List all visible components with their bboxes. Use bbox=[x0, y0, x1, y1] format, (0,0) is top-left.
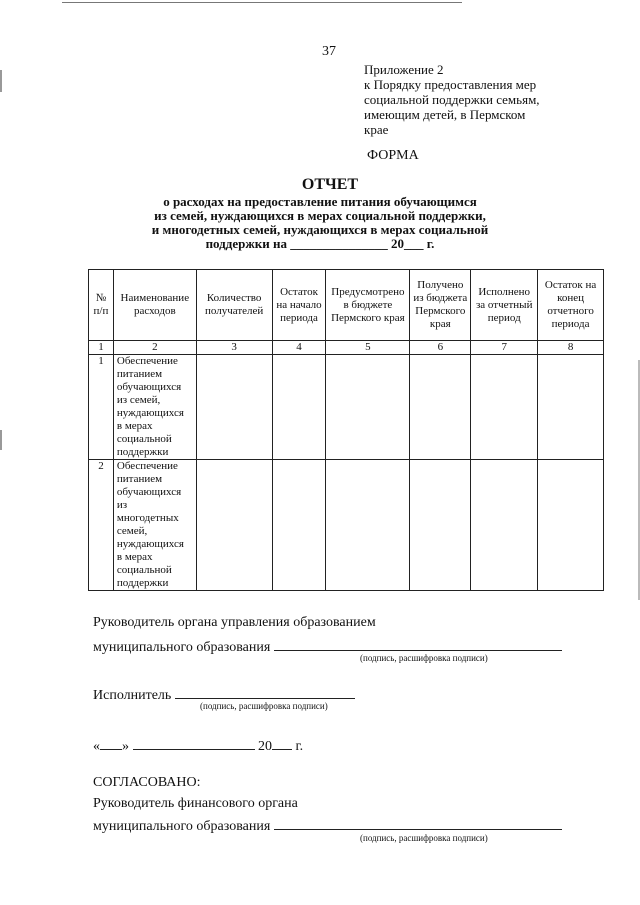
header-cell: Количество получателей bbox=[196, 270, 272, 341]
column-number: 8 bbox=[538, 341, 604, 355]
subtitle-line: и многодетных семей, нуждающихся в мерах социальной bbox=[151, 222, 489, 237]
year-blank bbox=[272, 737, 292, 750]
expense-name: Обеспечение питанием обучающихся из многодетных семей, нуждающихся в мерах социальной поддержки bbox=[113, 460, 196, 591]
column-number: 2 bbox=[113, 341, 196, 355]
header-cell: № п/п bbox=[89, 270, 114, 341]
page-number: 37 bbox=[322, 44, 336, 59]
row-number: 2 bbox=[89, 460, 114, 591]
empty-cell bbox=[272, 460, 326, 591]
subtitle-line: о расходах на предоставление питания обучающимся bbox=[163, 194, 477, 209]
finance-signature-note: (подпись, расшифровка подписи) bbox=[360, 833, 488, 843]
empty-cell bbox=[410, 355, 471, 460]
column-number: 6 bbox=[410, 341, 471, 355]
date-open-quote: « bbox=[93, 739, 100, 754]
empty-cell bbox=[538, 460, 604, 591]
executor-label: Исполнитель bbox=[93, 688, 172, 703]
column-number: 3 bbox=[196, 341, 272, 355]
column-number: 5 bbox=[326, 341, 410, 355]
expense-name: Обеспечение питанием обучающихся из семей, нуждающихся в мерах социальной поддержки bbox=[113, 355, 196, 460]
report-title: ОТЧЕТ bbox=[301, 176, 359, 193]
column-number: 7 bbox=[471, 341, 538, 355]
date-year-suffix: г. bbox=[295, 739, 304, 754]
column-number: 1 bbox=[89, 341, 114, 355]
empty-cell bbox=[196, 460, 272, 591]
appendix-line: к Порядку предоставления мер bbox=[364, 77, 537, 92]
head-signature-note: (подпись, расшифровка подписи) bbox=[360, 653, 488, 663]
header-cell: Наименование расходов bbox=[113, 270, 196, 341]
appendix-line: крае bbox=[364, 122, 389, 137]
scan-left-mark bbox=[0, 430, 2, 450]
header-cell: Остаток на начало периода bbox=[272, 270, 326, 341]
header-cell: Исполнено за отчетный период bbox=[471, 270, 538, 341]
empty-cell bbox=[326, 355, 410, 460]
column-number: 4 bbox=[272, 341, 326, 355]
report-subtitle bbox=[0, 195, 640, 251]
date-year-prefix: 20 bbox=[258, 739, 272, 754]
scan-top-edge bbox=[62, 2, 462, 3]
subtitle-line: поддержки на _______________ 20___ г. bbox=[205, 236, 435, 251]
table-row bbox=[89, 460, 604, 591]
appendix-header bbox=[364, 62, 540, 137]
month-blank bbox=[133, 737, 255, 750]
header-cell: Получено из бюджета Пермского края bbox=[410, 270, 471, 341]
executor-signature-line bbox=[175, 686, 355, 699]
empty-cell bbox=[272, 355, 326, 460]
empty-cell bbox=[471, 460, 538, 591]
day-blank bbox=[100, 737, 122, 750]
empty-cell bbox=[326, 460, 410, 591]
header-cell: Остаток на конец отчетного периода bbox=[538, 270, 604, 341]
subtitle-line: из семей, нуждающихся в мерах социальной поддержки, bbox=[154, 208, 486, 223]
empty-cell bbox=[538, 355, 604, 460]
header-cell: Предусмотрено в бюджете Пермского края bbox=[326, 270, 410, 341]
head-title-text: муниципального образования bbox=[93, 640, 271, 655]
row-number: 1 bbox=[89, 355, 114, 460]
empty-cell bbox=[196, 355, 272, 460]
report-table bbox=[88, 269, 604, 591]
finance-title-line1: Руководитель финансового органа bbox=[93, 796, 298, 811]
column-number-row bbox=[89, 341, 604, 355]
table-row bbox=[89, 355, 604, 460]
finance-title-text: муниципального образования bbox=[93, 819, 271, 834]
appendix-line: имеющим детей, в Пермском bbox=[364, 107, 526, 122]
date-close-quote: » bbox=[122, 739, 129, 754]
appendix-line: социальной поддержки семьям, bbox=[364, 92, 540, 107]
head-title-line2 bbox=[93, 638, 562, 656]
scan-left-mark bbox=[0, 70, 2, 92]
appendix-line: Приложение 2 bbox=[364, 62, 444, 77]
empty-cell bbox=[471, 355, 538, 460]
table-header-row bbox=[89, 270, 604, 341]
head-title-line1: Руководитель органа управления образованием bbox=[93, 615, 376, 630]
date-row bbox=[93, 737, 303, 755]
finance-title-line2 bbox=[93, 817, 562, 835]
agreed-label: СОГЛАСОВАНО: bbox=[93, 775, 201, 790]
form-label: ФОРМА bbox=[367, 148, 419, 163]
empty-cell bbox=[410, 460, 471, 591]
head-signature-line bbox=[274, 638, 562, 651]
executor-signature-note: (подпись, расшифровка подписи) bbox=[200, 701, 328, 711]
finance-signature-line bbox=[274, 817, 562, 830]
